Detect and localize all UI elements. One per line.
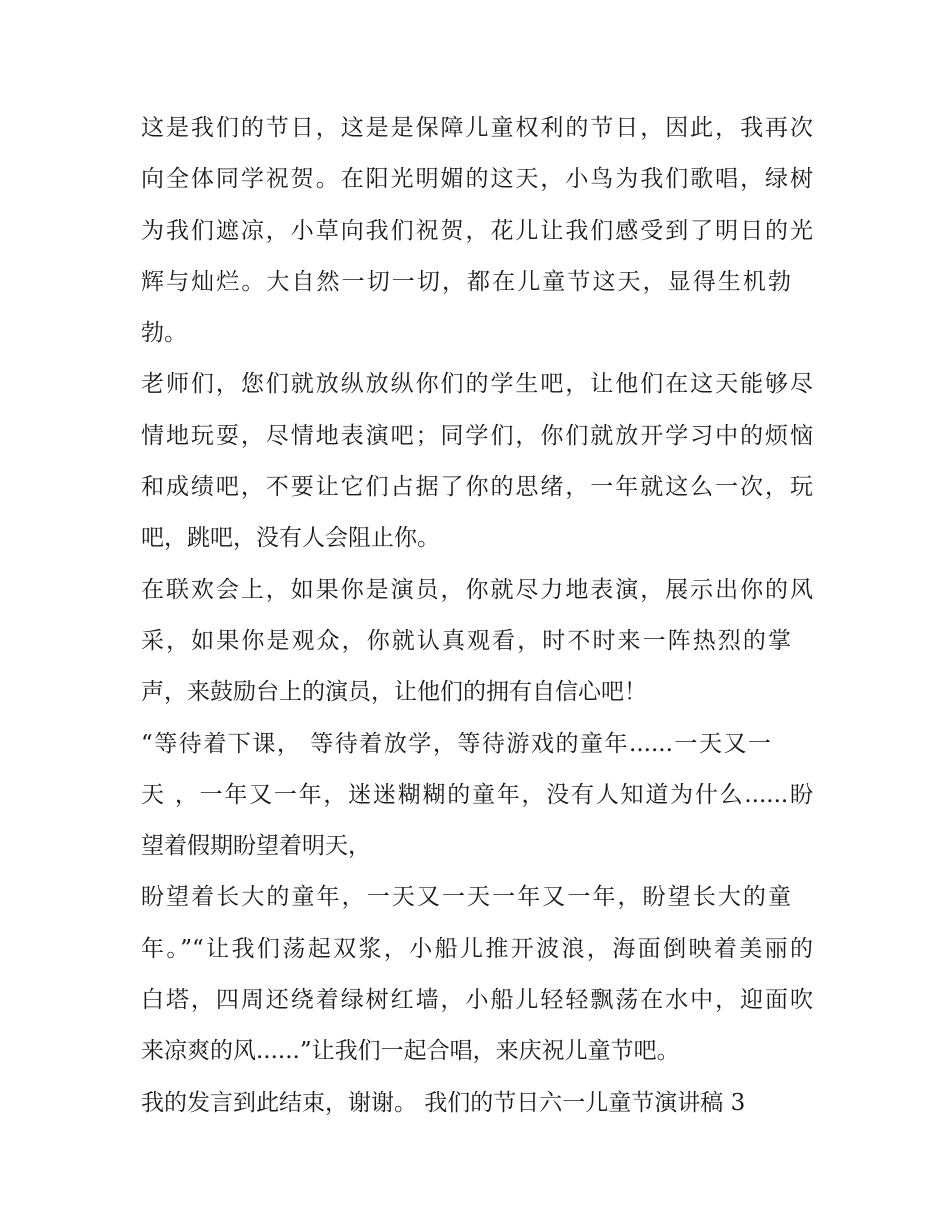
text-line: 在联欢会上，如果你是演员，你就尽力地表演，展示出你的风 xyxy=(141,576,813,603)
text-line: 声，来鼓励台上的演员，让他们的拥有自信心吧！ xyxy=(141,679,647,706)
text-line: 盼望着长大的童年，一天又一天一年又一年，盼望长大的童 xyxy=(141,884,791,911)
text-line: 来凉爽的风......”让我们一起合唱，来庆祝儿童节吧。 xyxy=(141,1038,680,1065)
text-line: 采，如果你是观众，你就认真观看，时不时来一阵热烈的掌 xyxy=(141,627,791,654)
text-line: 为我们遮凉，小草向我们祝贺，花儿让我们感受到了明日的光 xyxy=(141,217,813,244)
text-line: 和成绩吧，不要让它们占据了你的思绪，一年就这么一次，玩 xyxy=(141,474,813,501)
text-line: 望着假期盼望着明天， xyxy=(141,833,371,860)
document-body xyxy=(141,108,813,1134)
text-line: 年。”“让我们荡起双浆，小船儿推开波浪，海面倒映着美丽的 xyxy=(141,935,813,962)
text-line: 老师们，您们就放纵放纵你们的学生吧，让他们在这天能够尽 xyxy=(141,371,813,398)
text-line: 情地玩耍，尽情地表演吧；同学们，你们就放开学习中的烦恼 xyxy=(141,422,813,449)
text-line: 这是我们的节日，这是是保障儿童权利的节日，因此，我再次 xyxy=(141,115,813,141)
text-line: “等待着下课， 等待着放学，等待游戏的童年......一天又一 xyxy=(141,730,771,757)
text-line: 向全体同学祝贺。在阳光明媚的这天，小鸟为我们歌唱，绿树 xyxy=(141,166,813,193)
text-line: 辉与灿烂。大自然一切一切，都在儿童节这天，显得生机勃 xyxy=(141,268,791,295)
text-line: 白塔，四周还绕着绿树红墙，小船儿轻轻飘荡在水中，迎面吹 xyxy=(141,987,813,1014)
text-line: 天 ，一年又一年，迷迷糊糊的童年，没有人知道为什么......盼 xyxy=(141,781,813,808)
text-line: 我的发言到此结束，谢谢。 我们的节日六一儿童节演讲稿 3 xyxy=(141,1089,746,1116)
text-line: 吧，跳吧，没有人会阻止你。 xyxy=(141,525,440,552)
text-line: 勃。 xyxy=(141,320,187,347)
